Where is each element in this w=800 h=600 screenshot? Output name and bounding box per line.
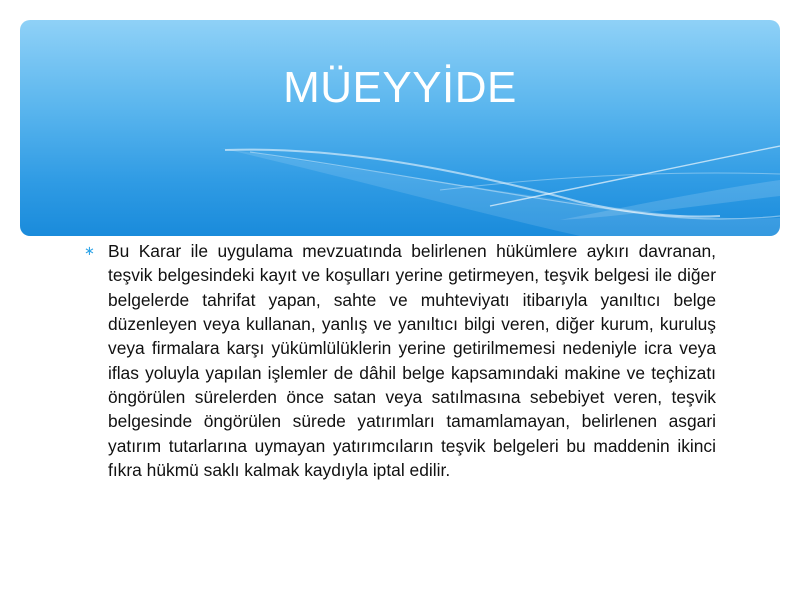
asterisk-bullet-icon: ∗ (84, 243, 95, 258)
bullet-text: Bu Karar ile uygulama mevzuatında belirlenen hükümlere aykırı davranan, teşvik belgesindeki kayıt ve koşulları yerine getirmeyen, teşvik belgesi ile diğer belgelerde tahrifat yapan, sahte ve muhteviyatı itibarıyla yanıltıcı belge düzenleyen veya kullanan, yanlış ve yanıltıcı bilgi veren, diğer kurum, kuruluş veya firmalara karşı yükümlülüklerin yerine getirilmemesi nedeniyle icra veya iflas yoluyla yapılan işlemler de dâhil belge kapsamındaki makine ve teçhizatı öngörülen sürelerden önce satan veya satılmasına sebebiyet veren, teşvik belgesinde öngörülen sürede yatırımları tamamlamayan, belirlenen asgari yatırım tutarlarına uymayan yatırımcıların teşvik belgeleri bu maddenin ikinci fıkra hükmü saklı kalmak kaydıyla iptal edilir. (108, 241, 716, 481)
slide-title: MÜEYYİDE (283, 63, 517, 112)
wave-decoration (20, 20, 780, 236)
title-banner (20, 20, 780, 236)
slide-body (84, 239, 716, 482)
bullet-item (84, 239, 716, 482)
